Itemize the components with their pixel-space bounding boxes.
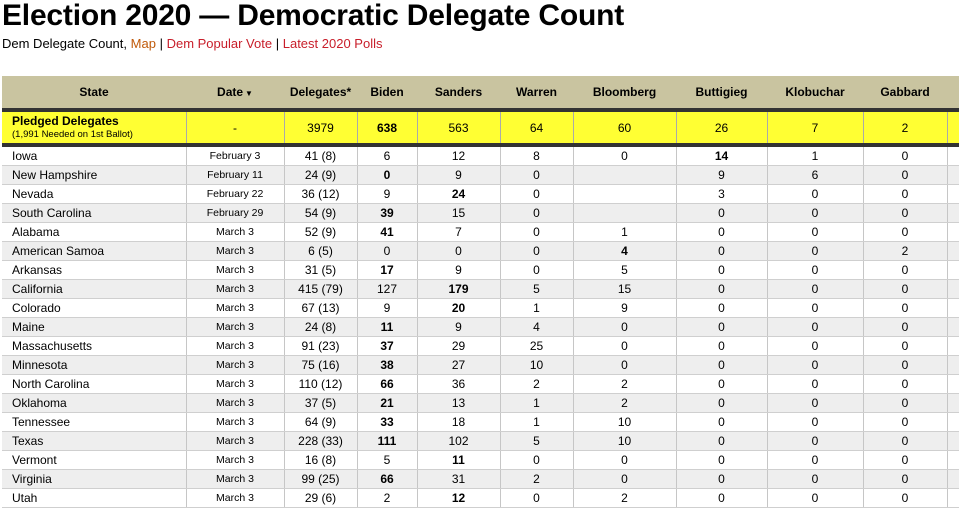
buttigieg-cell: 0 <box>676 356 767 375</box>
warren-cell: 10 <box>500 356 573 375</box>
column-header-date[interactable] <box>186 76 284 110</box>
column-header-bloomberg[interactable]: Bloomberg <box>573 76 676 110</box>
date-cell: February 22 <box>186 185 284 204</box>
gabbard-cell: 0 <box>863 223 947 242</box>
gabbard-cell: 0 <box>863 299 947 318</box>
gabbard-cell: 0 <box>863 204 947 223</box>
overflow-cell <box>947 261 959 280</box>
bloomberg-cell <box>573 185 676 204</box>
table-row <box>2 166 959 185</box>
state-name-cell: American Samoa <box>2 242 186 261</box>
delegates-cell: 41 (8) <box>284 145 357 166</box>
delegates-cell: 228 (33) <box>284 432 357 451</box>
table-row <box>2 337 959 356</box>
delegates-cell: 16 (8) <box>284 451 357 470</box>
buttigieg-cell: 0 <box>676 261 767 280</box>
sanders-cell: 7 <box>417 223 500 242</box>
date-cell: March 3 <box>186 356 284 375</box>
delegates-cell: 29 (6) <box>284 489 357 508</box>
pledged-title: Pledged Delegates <box>12 113 119 128</box>
sanders-cell: 20 <box>417 299 500 318</box>
klobuchar-cell: 6 <box>767 166 863 185</box>
bloomberg-cell <box>573 204 676 223</box>
sanders-cell: 0 <box>417 242 500 261</box>
warren-cell: 0 <box>500 204 573 223</box>
overflow-cell <box>947 394 959 413</box>
map-link[interactable]: Map <box>130 36 156 51</box>
pledged-warren: 64 <box>500 110 573 145</box>
table-row <box>2 223 959 242</box>
pledged-date: - <box>186 110 284 145</box>
delegates-cell: 24 (9) <box>284 166 357 185</box>
klobuchar-cell: 0 <box>767 451 863 470</box>
gabbard-cell: 0 <box>863 394 947 413</box>
delegates-cell: 75 (16) <box>284 356 357 375</box>
table-row <box>2 145 959 166</box>
date-cell: March 3 <box>186 280 284 299</box>
bloomberg-cell: 2 <box>573 489 676 508</box>
warren-cell: 8 <box>500 145 573 166</box>
pledged-delegates-total: 3979 <box>284 110 357 145</box>
popular-vote-link[interactable]: Dem Popular Vote <box>166 36 273 51</box>
gabbard-cell: 2 <box>863 242 947 261</box>
state-name-cell: California <box>2 280 186 299</box>
date-cell: March 3 <box>186 432 284 451</box>
date-cell: March 3 <box>186 299 284 318</box>
state-name-cell: Iowa <box>2 145 186 166</box>
pledged-delegates-row <box>2 110 959 145</box>
delegates-cell: 37 (5) <box>284 394 357 413</box>
biden-cell: 37 <box>357 337 417 356</box>
klobuchar-cell: 0 <box>767 337 863 356</box>
overflow-cell <box>947 242 959 261</box>
warren-cell: 0 <box>500 261 573 280</box>
warren-cell: 2 <box>500 375 573 394</box>
date-cell: March 3 <box>186 242 284 261</box>
table-row <box>2 489 959 508</box>
table-header-row <box>2 76 959 110</box>
column-header-biden[interactable]: Biden <box>357 76 417 110</box>
biden-cell: 9 <box>357 185 417 204</box>
delegates-cell: 91 (23) <box>284 337 357 356</box>
warren-cell: 1 <box>500 394 573 413</box>
date-cell: March 3 <box>186 337 284 356</box>
bloomberg-cell: 1 <box>573 223 676 242</box>
state-name-cell: Virginia <box>2 470 186 489</box>
gabbard-cell: 0 <box>863 432 947 451</box>
klobuchar-cell: 0 <box>767 242 863 261</box>
pledged-klobuchar: 7 <box>767 110 863 145</box>
delegates-cell: 54 (9) <box>284 204 357 223</box>
pledged-buttigieg: 26 <box>676 110 767 145</box>
date-cell: March 3 <box>186 470 284 489</box>
overflow-cell <box>947 432 959 451</box>
gabbard-cell: 0 <box>863 145 947 166</box>
sanders-cell: 9 <box>417 166 500 185</box>
warren-cell: 5 <box>500 432 573 451</box>
sanders-cell: 11 <box>417 451 500 470</box>
klobuchar-cell: 0 <box>767 489 863 508</box>
pledged-overflow <box>947 110 959 145</box>
gabbard-cell: 0 <box>863 489 947 508</box>
delegates-cell: 24 (8) <box>284 318 357 337</box>
warren-cell: 0 <box>500 185 573 204</box>
buttigieg-cell: 14 <box>676 145 767 166</box>
delegates-cell: 67 (13) <box>284 299 357 318</box>
biden-cell: 2 <box>357 489 417 508</box>
warren-cell: 0 <box>500 166 573 185</box>
overflow-cell <box>947 145 959 166</box>
warren-cell: 1 <box>500 413 573 432</box>
klobuchar-cell: 0 <box>767 375 863 394</box>
biden-cell: 66 <box>357 375 417 394</box>
date-cell: March 3 <box>186 413 284 432</box>
bloomberg-cell: 15 <box>573 280 676 299</box>
column-header-date-label: Date <box>217 85 244 99</box>
gabbard-cell: 0 <box>863 451 947 470</box>
sanders-cell: 13 <box>417 394 500 413</box>
bloomberg-cell: 0 <box>573 318 676 337</box>
overflow-cell <box>947 223 959 242</box>
klobuchar-cell: 1 <box>767 145 863 166</box>
klobuchar-cell: 0 <box>767 185 863 204</box>
bloomberg-cell: 2 <box>573 394 676 413</box>
bloomberg-cell: 0 <box>573 451 676 470</box>
biden-cell: 39 <box>357 204 417 223</box>
bloomberg-cell: 0 <box>573 145 676 166</box>
gabbard-cell: 0 <box>863 261 947 280</box>
table-row <box>2 261 959 280</box>
biden-cell: 6 <box>357 145 417 166</box>
warren-cell: 1 <box>500 299 573 318</box>
sanders-cell: 31 <box>417 470 500 489</box>
sanders-cell: 36 <box>417 375 500 394</box>
bloomberg-cell: 0 <box>573 337 676 356</box>
sanders-cell: 9 <box>417 261 500 280</box>
klobuchar-cell: 0 <box>767 261 863 280</box>
date-cell: March 3 <box>186 318 284 337</box>
overflow-cell <box>947 489 959 508</box>
current-page-label: Dem Delegate Count, <box>2 36 128 51</box>
klobuchar-cell: 0 <box>767 356 863 375</box>
table-row <box>2 451 959 470</box>
column-header-warren[interactable]: Warren <box>500 76 573 110</box>
pledged-label-cell <box>2 110 186 145</box>
sanders-cell: 15 <box>417 204 500 223</box>
table-row <box>2 185 959 204</box>
biden-cell: 41 <box>357 223 417 242</box>
overflow-cell <box>947 318 959 337</box>
date-cell: March 3 <box>186 223 284 242</box>
pledged-sanders: 563 <box>417 110 500 145</box>
bloomberg-cell: 5 <box>573 261 676 280</box>
table-row <box>2 318 959 337</box>
delegates-cell: 110 (12) <box>284 375 357 394</box>
column-header-overflow <box>947 76 959 110</box>
sanders-cell: 24 <box>417 185 500 204</box>
table-row <box>2 413 959 432</box>
klobuchar-cell: 0 <box>767 394 863 413</box>
state-name-cell: Tennessee <box>2 413 186 432</box>
bloomberg-cell: 0 <box>573 470 676 489</box>
klobuchar-cell: 0 <box>767 280 863 299</box>
date-cell: March 3 <box>186 451 284 470</box>
biden-cell: 111 <box>357 432 417 451</box>
gabbard-cell: 0 <box>863 166 947 185</box>
overflow-cell <box>947 413 959 432</box>
gabbard-cell: 0 <box>863 337 947 356</box>
nav-separator: | <box>159 36 163 51</box>
table-row <box>2 470 959 489</box>
gabbard-cell: 0 <box>863 413 947 432</box>
date-cell: February 3 <box>186 145 284 166</box>
buttigieg-cell: 0 <box>676 223 767 242</box>
pledged-gabbard: 2 <box>863 110 947 145</box>
bloomberg-cell: 10 <box>573 413 676 432</box>
date-cell: March 3 <box>186 375 284 394</box>
overflow-cell <box>947 185 959 204</box>
pledged-bloomberg: 60 <box>573 110 676 145</box>
gabbard-cell: 0 <box>863 185 947 204</box>
warren-cell: 0 <box>500 242 573 261</box>
pledged-subtitle: (1,991 Needed on 1st Ballot) <box>12 128 133 140</box>
sanders-cell: 27 <box>417 356 500 375</box>
sub-navigation <box>2 36 382 51</box>
table-row <box>2 280 959 299</box>
date-cell: March 3 <box>186 394 284 413</box>
bloomberg-cell: 0 <box>573 356 676 375</box>
state-name-cell: South Carolina <box>2 204 186 223</box>
buttigieg-cell: 0 <box>676 375 767 394</box>
buttigieg-cell: 0 <box>676 451 767 470</box>
date-cell: February 11 <box>186 166 284 185</box>
delegates-cell: 64 (9) <box>284 413 357 432</box>
state-name-cell: Minnesota <box>2 356 186 375</box>
buttigieg-cell: 0 <box>676 337 767 356</box>
date-cell: March 3 <box>186 489 284 508</box>
table-row <box>2 204 959 223</box>
state-name-cell: New Hampshire <box>2 166 186 185</box>
warren-cell: 4 <box>500 318 573 337</box>
sanders-cell: 179 <box>417 280 500 299</box>
gabbard-cell: 0 <box>863 318 947 337</box>
warren-cell: 0 <box>500 451 573 470</box>
biden-cell: 0 <box>357 242 417 261</box>
klobuchar-cell: 0 <box>767 413 863 432</box>
column-header-delegates[interactable]: Delegates* <box>284 76 357 110</box>
state-name-cell: Massachusetts <box>2 337 186 356</box>
sanders-cell: 102 <box>417 432 500 451</box>
klobuchar-cell: 0 <box>767 204 863 223</box>
buttigieg-cell: 0 <box>676 242 767 261</box>
table-row <box>2 394 959 413</box>
date-cell: February 29 <box>186 204 284 223</box>
buttigieg-cell: 9 <box>676 166 767 185</box>
delegates-cell: 31 (5) <box>284 261 357 280</box>
state-name-cell: Texas <box>2 432 186 451</box>
overflow-cell <box>947 299 959 318</box>
bloomberg-cell <box>573 166 676 185</box>
buttigieg-cell: 3 <box>676 185 767 204</box>
nav-separator: | <box>275 36 280 51</box>
state-name-cell: Arkansas <box>2 261 186 280</box>
sanders-cell: 29 <box>417 337 500 356</box>
overflow-cell <box>947 451 959 470</box>
bloomberg-cell: 10 <box>573 432 676 451</box>
biden-cell: 21 <box>357 394 417 413</box>
delegates-cell: 415 (79) <box>284 280 357 299</box>
sanders-cell: 12 <box>417 145 500 166</box>
pledged-biden: 638 <box>357 110 417 145</box>
latest-polls-link[interactable]: Latest 2020 Polls <box>282 36 383 51</box>
delegates-cell: 99 (25) <box>284 470 357 489</box>
warren-cell: 25 <box>500 337 573 356</box>
biden-cell: 38 <box>357 356 417 375</box>
state-name-cell: North Carolina <box>2 375 186 394</box>
table-row <box>2 299 959 318</box>
buttigieg-cell: 0 <box>676 299 767 318</box>
buttigieg-cell: 0 <box>676 394 767 413</box>
overflow-cell <box>947 375 959 394</box>
table-row <box>2 432 959 451</box>
state-name-cell: Colorado <box>2 299 186 318</box>
klobuchar-cell: 0 <box>767 432 863 451</box>
buttigieg-cell: 0 <box>676 318 767 337</box>
date-cell: March 3 <box>186 261 284 280</box>
state-name-cell: Nevada <box>2 185 186 204</box>
warren-cell: 0 <box>500 489 573 508</box>
column-header-sanders[interactable]: Sanders <box>417 76 500 110</box>
bloomberg-cell: 4 <box>573 242 676 261</box>
klobuchar-cell: 0 <box>767 470 863 489</box>
biden-cell: 5 <box>357 451 417 470</box>
gabbard-cell: 0 <box>863 356 947 375</box>
buttigieg-cell: 0 <box>676 432 767 451</box>
gabbard-cell: 0 <box>863 470 947 489</box>
warren-cell: 5 <box>500 280 573 299</box>
state-name-cell: Alabama <box>2 223 186 242</box>
overflow-cell <box>947 166 959 185</box>
overflow-cell <box>947 356 959 375</box>
state-name-cell: Utah <box>2 489 186 508</box>
sort-desc-icon: ▼ <box>245 89 253 98</box>
biden-cell: 33 <box>357 413 417 432</box>
biden-cell: 17 <box>357 261 417 280</box>
column-header-klobuchar[interactable]: Klobuchar <box>767 76 863 110</box>
table-row <box>2 356 959 375</box>
column-header-buttigieg[interactable]: Buttigieg <box>676 76 767 110</box>
gabbard-cell: 0 <box>863 375 947 394</box>
sanders-cell: 18 <box>417 413 500 432</box>
delegates-cell: 36 (12) <box>284 185 357 204</box>
column-header-gabbard[interactable]: Gabbard <box>863 76 947 110</box>
biden-cell: 127 <box>357 280 417 299</box>
biden-cell: 0 <box>357 166 417 185</box>
buttigieg-cell: 0 <box>676 280 767 299</box>
bloomberg-cell: 9 <box>573 299 676 318</box>
state-name-cell: Maine <box>2 318 186 337</box>
sanders-cell: 9 <box>417 318 500 337</box>
biden-cell: 11 <box>357 318 417 337</box>
biden-cell: 66 <box>357 470 417 489</box>
overflow-cell <box>947 470 959 489</box>
state-rows <box>2 145 959 508</box>
warren-cell: 0 <box>500 223 573 242</box>
buttigieg-cell: 0 <box>676 470 767 489</box>
klobuchar-cell: 0 <box>767 299 863 318</box>
column-header-state[interactable]: State <box>2 76 186 110</box>
delegates-cell: 6 (5) <box>284 242 357 261</box>
bloomberg-cell: 2 <box>573 375 676 394</box>
delegates-cell: 52 (9) <box>284 223 357 242</box>
klobuchar-cell: 0 <box>767 223 863 242</box>
table-row <box>2 375 959 394</box>
buttigieg-cell: 0 <box>676 204 767 223</box>
warren-cell: 2 <box>500 470 573 489</box>
sanders-cell: 12 <box>417 489 500 508</box>
buttigieg-cell: 0 <box>676 413 767 432</box>
buttigieg-cell: 0 <box>676 489 767 508</box>
klobuchar-cell: 0 <box>767 318 863 337</box>
state-name-cell: Vermont <box>2 451 186 470</box>
delegate-table <box>2 76 959 508</box>
state-name-cell: Oklahoma <box>2 394 186 413</box>
table-row <box>2 242 959 261</box>
biden-cell: 9 <box>357 299 417 318</box>
gabbard-cell: 0 <box>863 280 947 299</box>
overflow-cell <box>947 337 959 356</box>
page-title: Election 2020 — Democratic Delegate Count <box>2 0 624 32</box>
overflow-cell <box>947 280 959 299</box>
overflow-cell <box>947 204 959 223</box>
